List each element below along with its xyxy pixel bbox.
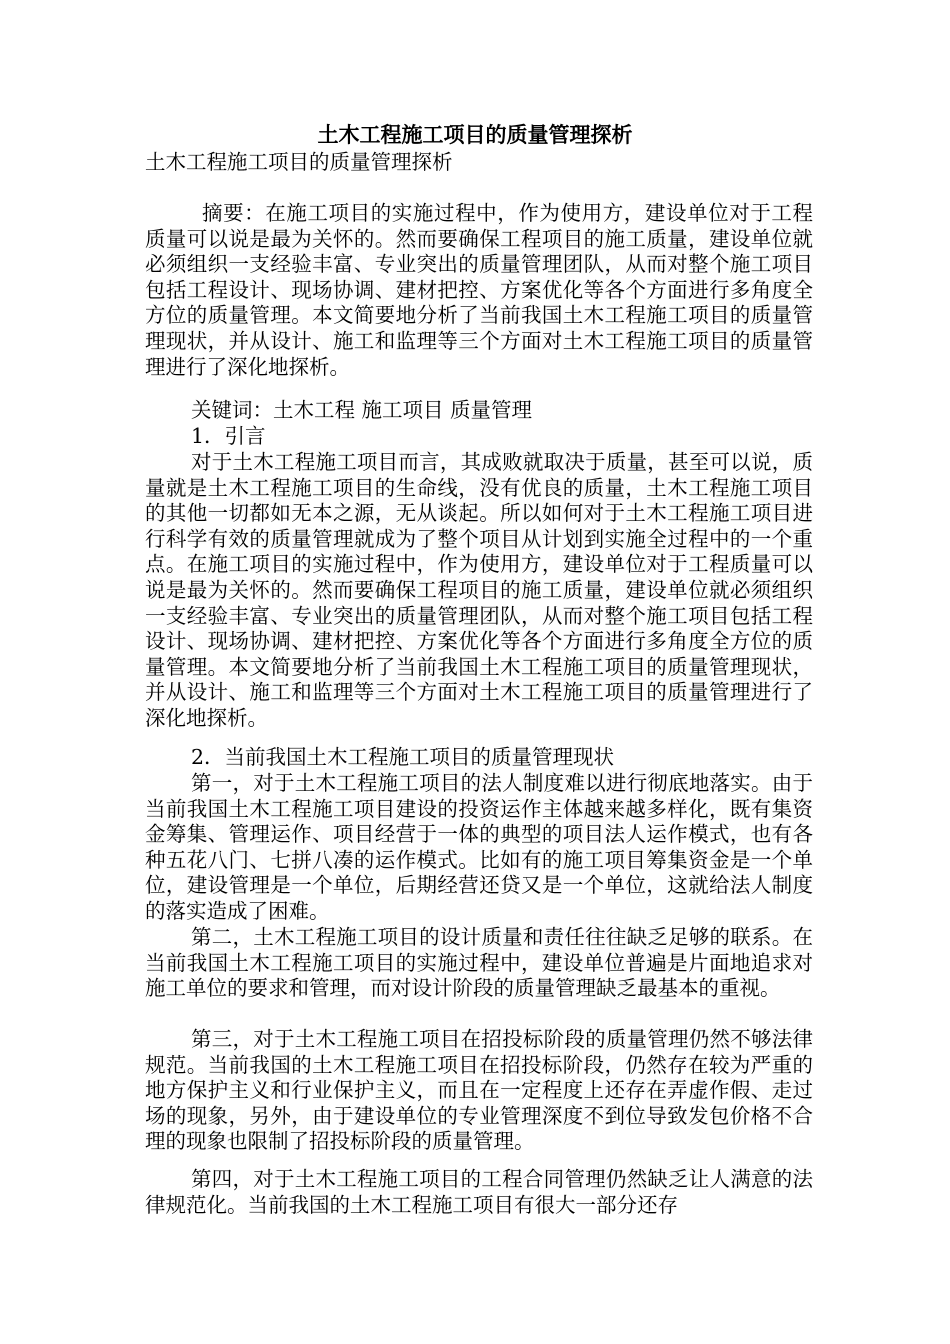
- section-heading-current-status: 2．当前我国土木工程施工项目的质量管理现状: [191, 745, 615, 769]
- section-heading-introduction: 1．引言: [191, 424, 266, 448]
- document-title: 土木工程施工项目的质量管理探析: [317, 122, 633, 147]
- introduction-paragraph: 对于土木工程施工项目而言，其成败就取决于质量，甚至可以说，质量就是土木工程施工项目的生命线，没有优良的质量，土木工程施工项目的其他一切都如无本之源，无从谈起。所以如何对于土木工程施工项目进行科学有效的质量管理就成为了整个项目从计划到实施全过程中的一个重点。在施工项目的实施过程中，作为使用方，建设单位对于工程质量可以说是最为关怀的。然而要确保工程项目的施工质量，建设单位就必须组织一支经验丰富、专业突出的质量管理团队，从而对整个施工项目包括工程设计、现场协调、建材把控、方案优化等各个方面进行多角度全方位的质量管理。本文简要地分析了当前我国土木工程施工项目的质量管理现状，并从设计、施工和监理等三个方面对土木工程施工项目的质量管理进行了深化地探析。: [145, 450, 813, 730]
- keywords-line: 关键词：土木工程 施工项目 质量管理: [191, 398, 533, 422]
- document-subtitle: 土木工程施工项目的质量管理探析: [145, 150, 453, 174]
- status-paragraph-fourth: 第四，对于土木工程施工项目的工程合同管理仍然缺乏让人满意的法律规范化。当前我国的土木工程施工项目有很大一部分还存: [145, 1167, 813, 1217]
- status-paragraph-second: 第二，土木工程施工项目的设计质量和责任往往缺乏足够的联系。在当前我国土木工程施工项目的实施过程中，建设单位普遍是片面地追求对施工单位的要求和管理，而对设计阶段的质量管理缺乏最基本的重视。: [145, 925, 813, 1001]
- status-paragraph-first: 第一，对于土木工程施工项目的法人制度难以进行彻底地落实。由于当前我国土木工程施工项目建设的投资运作主体越来越多样化，既有集资金筹集、管理运作、项目经营于一体的典型的项目法人运作模式，也有各种五花八门、七拼八凑的运作模式。比如有的施工项目筹集资金是一个单位，建设管理是一个单位，后期经营还贷又是一个单位，这就给法人制度的落实造成了困难。: [145, 771, 813, 923]
- status-paragraph-third: 第三，对于土木工程施工项目在招投标阶段的质量管理仍然不够法律规范。当前我国的土木工程施工项目在招投标阶段，仍然存在较为严重的地方保护主义和行业保护主义，而且在一定程度上还存在弄虚作假、走过场的现象，另外，由于建设单位的专业管理深度不到位导致发包价格不合理的现象也限制了招投标阶段的质量管理。: [145, 1027, 813, 1154]
- abstract-paragraph: 摘要：在施工项目的实施过程中，作为使用方，建设单位对于工程质量可以说是最为关怀的。然而要确保工程项目的施工质量，建设单位就必须组织一支经验丰富、专业突出的质量管理团队，从而对整个施工项目包括工程设计、现场协调、建材把控、方案优化等各个方面进行多角度全方位的质量管理。本文简要地分析了当前我国土木工程施工项目的质量管理现状，并从设计、施工和监理等三个方面对土木工程施工项目的质量管理进行了深化地探析。: [145, 201, 813, 379]
